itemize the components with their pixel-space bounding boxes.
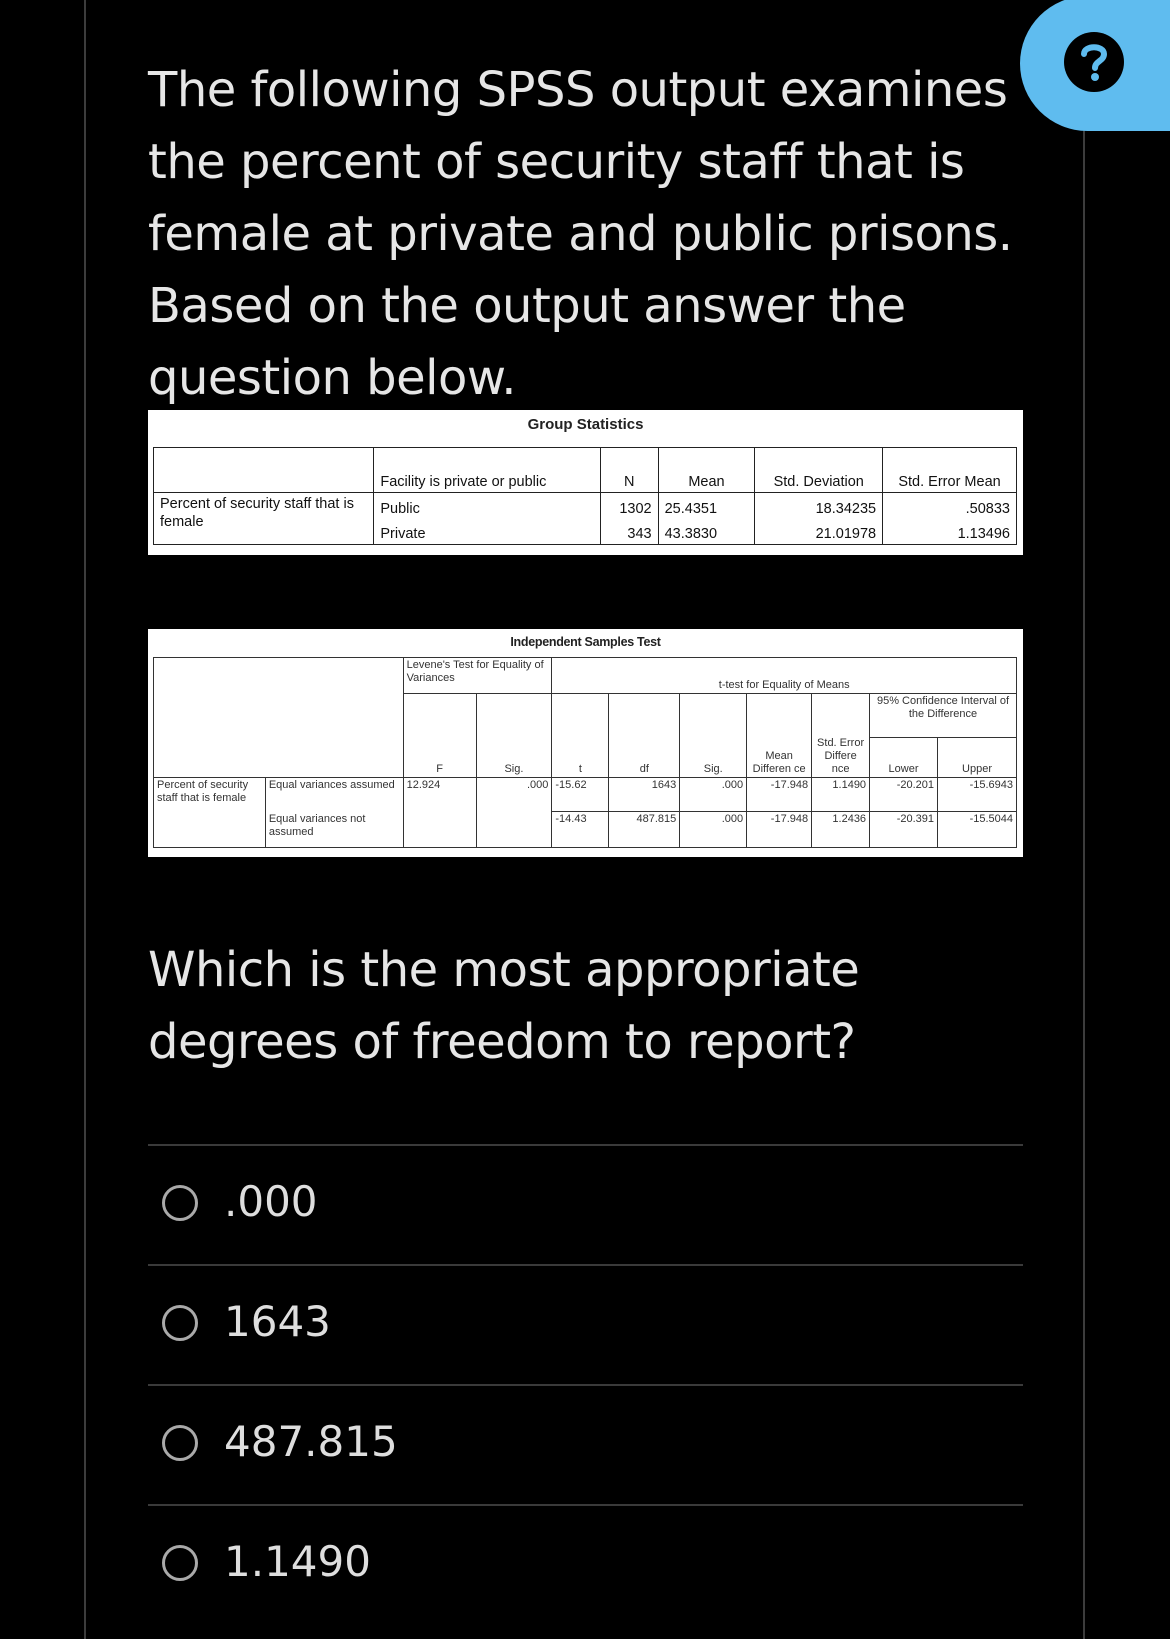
ist-row-t: -14.43 [552, 812, 609, 848]
gs-row-group: Private [374, 519, 601, 545]
option-label: 1643 [224, 1297, 331, 1346]
ist-row-df: 487.815 [609, 812, 680, 848]
option-487-815[interactable] [148, 1386, 1023, 1496]
radio-button[interactable] [162, 1425, 198, 1461]
gs-row-sd: 21.01978 [755, 519, 883, 545]
ist-row-lower: -20.391 [870, 812, 938, 848]
help-icon [1062, 30, 1126, 94]
ist-col-f: F [403, 694, 476, 778]
option-000[interactable] [148, 1146, 1023, 1256]
radio-button[interactable] [162, 1185, 198, 1221]
ist-col-t: t [552, 694, 609, 778]
ist-row-upper: -15.5044 [938, 812, 1017, 848]
gs-row-se: 1.13496 [883, 519, 1017, 545]
ist-row-label: Equal variances assumed [265, 778, 403, 812]
ist-row-f [403, 812, 476, 848]
ist-row-std-err-diff: 1.1490 [812, 778, 870, 812]
help-button[interactable] [1020, 0, 1170, 131]
ist-row-sig2: .000 [680, 812, 747, 848]
option-label: .000 [224, 1177, 318, 1226]
question-intro: The following SPSS output examines the percent of security staff that is female at private and public prisons. Based on the output answer the question below. [148, 62, 1013, 406]
ist-col-df: df [609, 694, 680, 778]
gs-corner [154, 448, 374, 493]
gs-row-n: 343 [600, 519, 658, 545]
ist-row-label: Equal variances not assumed [265, 812, 403, 848]
ist-corner [154, 658, 404, 778]
option-label: 487.815 [224, 1417, 398, 1466]
gs-header-group: Facility is private or public [374, 448, 601, 493]
gs-row-se: .50833 [883, 493, 1017, 519]
option-1-1490[interactable] [148, 1506, 1023, 1616]
option-label: 1.1490 [224, 1537, 371, 1586]
ist-ttest-header: t-test for Equality of Means [552, 658, 1017, 694]
question-prompt: Which is the most appropriate degrees of freedom to report? [148, 942, 860, 1070]
radio-button[interactable] [162, 1545, 198, 1581]
gs-header-n: N [600, 448, 658, 493]
ist-row-t: -15.62 [552, 778, 609, 812]
ist-col-sig2: Sig. [680, 694, 747, 778]
left-border [84, 0, 86, 1639]
radio-button[interactable] [162, 1305, 198, 1341]
option-1643[interactable] [148, 1266, 1023, 1376]
independent-samples-test-table [148, 629, 1023, 857]
ist-row-upper: -15.6943 [938, 778, 1017, 812]
gs-row-group: Public [374, 493, 601, 519]
gs-variable: Percent of security staff that is female [154, 493, 374, 545]
right-border [1083, 130, 1085, 1639]
group-statistics-title: Group Statistics [527, 416, 644, 433]
ist-title: Independent Samples Test [510, 635, 661, 649]
gs-row-sd: 18.34235 [755, 493, 883, 519]
group-statistics-table [148, 410, 1023, 555]
ist-levene-header: Levene's Test for Equality of Variances [403, 658, 552, 694]
ist-col-std-err-diff: Std. Error Differe nce [812, 694, 870, 778]
ist-col-mean-diff: Mean Differen ce [747, 694, 812, 778]
ist-row-sig: .000 [476, 778, 552, 812]
ist-row-mean-diff: -17.948 [747, 778, 812, 812]
gs-header-mean: Mean [658, 448, 755, 493]
ist-col-lower: Lower [870, 738, 938, 778]
ist-col-upper: Upper [938, 738, 1017, 778]
ist-row-mean-diff: -17.948 [747, 812, 812, 848]
gs-header-se: Std. Error Mean [883, 448, 1017, 493]
ist-row-sig [476, 812, 552, 848]
gs-row-n: 1302 [600, 493, 658, 519]
gs-header-sd: Std. Deviation [755, 448, 883, 493]
ist-row-sig2: .000 [680, 778, 747, 812]
ist-variable: Percent of security staff that is female [154, 778, 266, 848]
ist-row-std-err-diff: 1.2436 [812, 812, 870, 848]
ist-row-lower: -20.201 [870, 778, 938, 812]
ist-col-sig: Sig. [476, 694, 552, 778]
ist-row-df: 1643 [609, 778, 680, 812]
ist-row-f: 12.924 [403, 778, 476, 812]
gs-row-mean: 25.4351 [658, 493, 755, 519]
gs-row-mean: 43.3830 [658, 519, 755, 545]
ist-ci-header: 95% Confidence Interval of the Difference [870, 694, 1017, 738]
